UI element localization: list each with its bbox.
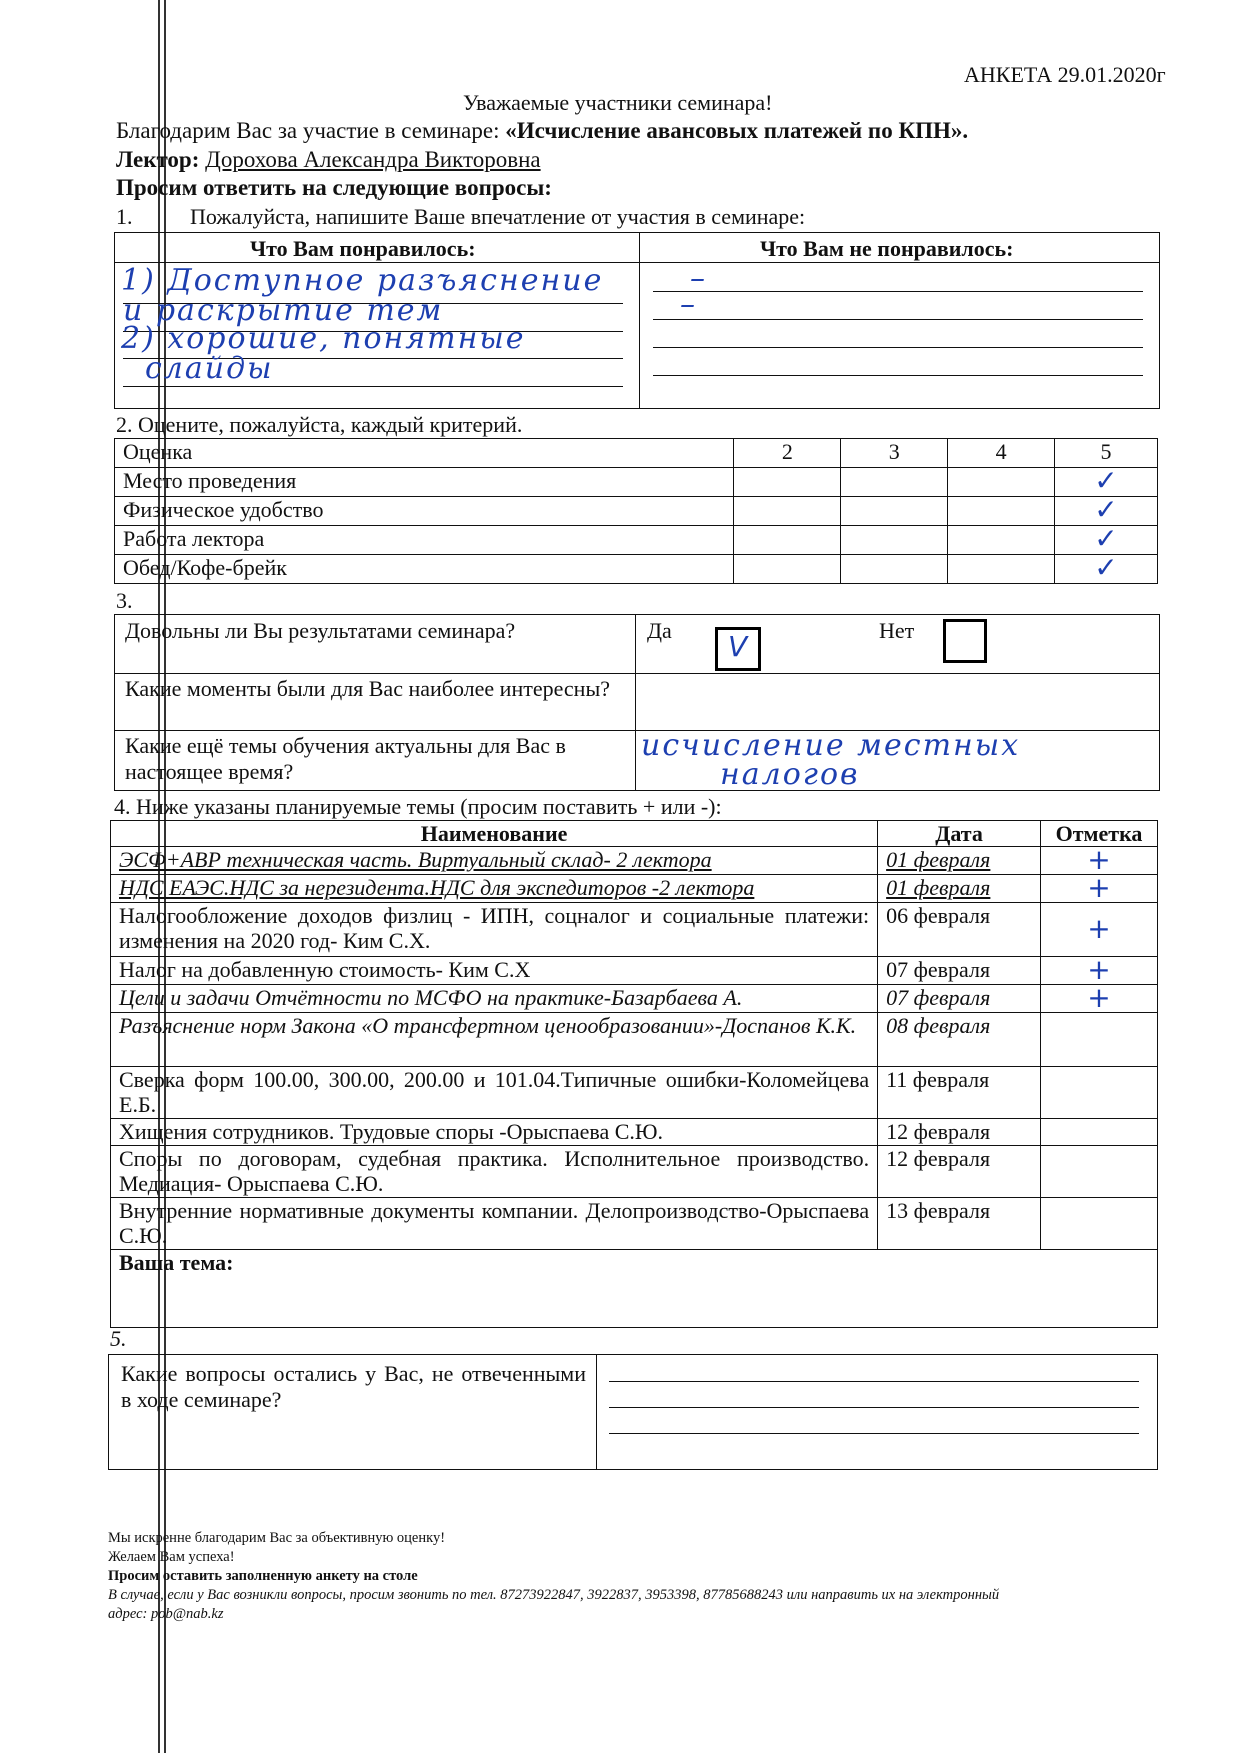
topic-date: 11 февраля [878,1067,1041,1119]
disliked-header: Что Вам не понравилось: [760,236,1014,261]
your-topic-field[interactable] [111,1250,1158,1328]
rating-header-4: 4 [948,439,1055,468]
topics-header-mark: Отметка [1041,821,1158,847]
q1-number: 1. [116,204,133,229]
rating-row-label: Физическое удобство [115,497,734,526]
topic-date: 12 февраля [878,1119,1041,1146]
rating-header-label: Оценка [115,439,734,468]
topics-header-name: Наименование [111,821,878,847]
rating-cell[interactable] [1055,551,1158,584]
rating-cell[interactable] [841,526,948,555]
topic-date: 01 февраля [878,875,1041,903]
liked-hw-2: и раскрытие тем [123,293,444,328]
topics-question: Какие ещё темы обучения актуальны для Вас в настоящее время? [125,733,566,784]
rating-row-label: Работа лектора [115,526,734,555]
topic-date: 08 февраля [878,1013,1041,1067]
rating-header-2: 2 [734,439,841,468]
yes-label: Да [647,618,672,643]
no-label: Нет [879,618,915,643]
rating-row-label: Обед/Кофе-брейк [115,555,734,584]
topics-header-date: Дата [878,821,1041,847]
anketa-date: АНКЕТА 29.01.2020г [964,62,1166,87]
footer-contacts: В случае, если у Вас возникли вопросы, просим звонить по тел. 87273922847, 3922837, 3953398, 87785688243 или направить их на электронный [108,1587,1000,1603]
q1-table [114,232,1160,409]
liked-hw-3: 2) хорошие, понятные [121,321,526,356]
footer-leave-form: Просим оставить заполненную анкету на столе [108,1568,418,1584]
greeting: Уважаемые участники семинара! [463,90,773,115]
topic-mark-cell[interactable] [1041,871,1158,904]
topic-name: Разъяснение норм Закона «О трансфертном ценообразовании»-Доспанов К.К. [111,1013,878,1067]
plus-mark: + [1087,953,1111,986]
liked-header: Что Вам понравилось: [250,236,476,261]
rating-header-5: 5 [1055,439,1158,468]
topic-mark-cell[interactable] [1041,1067,1158,1119]
topic-date: 12 февраля [878,1146,1041,1198]
topic-date: 13 февраля [878,1198,1041,1250]
topic-name: Налогообложение доходов физлиц - ИПН, соцналог и социальные платежи: изменения на 2020 год- Ким С.Х. [111,903,878,957]
satisfied-question: Довольны ли Вы результатами семинара? [125,618,516,643]
q5-number: 5. [110,1326,127,1351]
q3-table [114,614,1160,791]
rating-cell[interactable] [734,468,841,497]
q2-title: 2. Оцените, пожалуйста, каждый критерий. [116,412,523,437]
plus-mark: + [1087,981,1111,1014]
rating-cell[interactable] [841,468,948,497]
topic-name: Сверка форм 100.00, 300.00, 200.00 и 101.04.Типичные ошибки-Коломейцева Е.Б. [111,1067,878,1119]
topic-name: Споры по договорам, судебная практика. Исполнительное производство. Медиация- Орыспаева С.Ю. [111,1146,878,1198]
lector-name: Дорохова Александра Викторовна [205,147,541,172]
topics-answer-2: налогов [720,757,860,792]
checkmark: ✓ [1094,522,1118,555]
rating-cell[interactable] [948,526,1055,555]
q2-rating-table [114,438,1158,584]
checkmark: ✓ [1094,551,1118,584]
topic-mark-cell[interactable] [1041,981,1158,1014]
rating-cell[interactable] [948,555,1055,584]
checkmark: ✓ [1094,493,1118,526]
your-topic-label: Ваша тема: [119,1250,234,1275]
topic-date: 01 февраля [878,847,1041,875]
q4-title: 4. Ниже указаны планируемые темы (просим поставить + или -): [114,794,722,819]
topic-mark-cell[interactable] [1041,903,1158,957]
liked-hw-1: 1) Доступное разъяснение [121,263,604,298]
rating-cell[interactable] [948,468,1055,497]
topic-name: Хищения сотрудников. Трудовые споры -Орыспаева С.Ю. [111,1119,878,1146]
topic-mark-cell[interactable] [1041,1198,1158,1250]
topic-name: Цели и задачи Отчётности по МСФО на практике-Базарбаева А. [111,985,878,1013]
disliked-hw-2: – [680,287,697,322]
lector-label: Лектор: [116,147,200,172]
checkmark: ✓ [1094,464,1118,497]
topic-name: Налог на добавленную стоимость- Ким С.Х [111,957,878,985]
plus-mark: + [1087,912,1111,945]
topic-name: ЭСФ+АВР техническая часть. Виртуальный склад- 2 лектора [111,847,878,875]
topic-mark-cell[interactable] [1041,1013,1158,1067]
footer-email[interactable]: адрес: pob@nab.kz [108,1606,224,1622]
thanks-line [116,118,968,144]
no-checkbox[interactable] [943,619,987,663]
topic-mark-cell[interactable] [1041,1146,1158,1198]
request-line: Просим ответить на следующие вопросы: [116,175,552,200]
rating-cell[interactable] [734,555,841,584]
liked-hw-4: слайды [145,351,274,386]
topic-date: 07 февраля [878,957,1041,985]
q5-question: Какие вопросы остались у Вас, не отвеченными в ходе семинаре? [121,1361,586,1412]
plus-mark: + [1087,871,1111,904]
q5-table [108,1354,1158,1470]
rating-header-3: 3 [841,439,948,468]
q4-topics-table [110,820,1158,1328]
q3-number: 3. [116,588,133,613]
interesting-question: Какие моменты были для Вас наиболее интересны? [125,676,610,701]
topic-date: 07 февраля [878,985,1041,1013]
topic-name: Внутренние нормативные документы компании. Делопроизводство-Орыспаева С.Ю. [111,1198,878,1250]
yes-check-mark: V [728,630,748,663]
rating-row-label: Место проведения [115,468,734,497]
q1-text: Пожалуйста, напишите Ваше впечатление от участия в семинаре: [190,204,806,229]
rating-cell[interactable] [948,497,1055,526]
rating-cell[interactable] [841,497,948,526]
thanks-prefix: Благодарим Вас за участие в семинаре: [116,118,506,143]
rating-cell[interactable] [734,497,841,526]
yes-checkbox[interactable] [715,627,761,671]
rating-cell[interactable] [734,526,841,555]
disliked-hw-1: – [690,261,707,296]
topic-date: 06 февраля [878,903,1041,957]
topic-mark-cell[interactable] [1041,1119,1158,1146]
topics-answer-1: исчисление местных [641,728,1021,763]
footer-wish: Желаем Вам успеха! [108,1549,235,1565]
lector-line [116,147,541,173]
seminar-title: «Исчисление авансовых платежей по КПН». [505,118,969,143]
topic-name: НДС ЕАЭС.НДС за нерезидента.НДС для экспедиторов -2 лектора [111,875,878,903]
plus-mark: + [1087,843,1111,876]
footer-thanks: Мы искренне благодарим Вас за объективную оценку! [108,1530,446,1546]
rating-cell[interactable] [841,555,948,584]
